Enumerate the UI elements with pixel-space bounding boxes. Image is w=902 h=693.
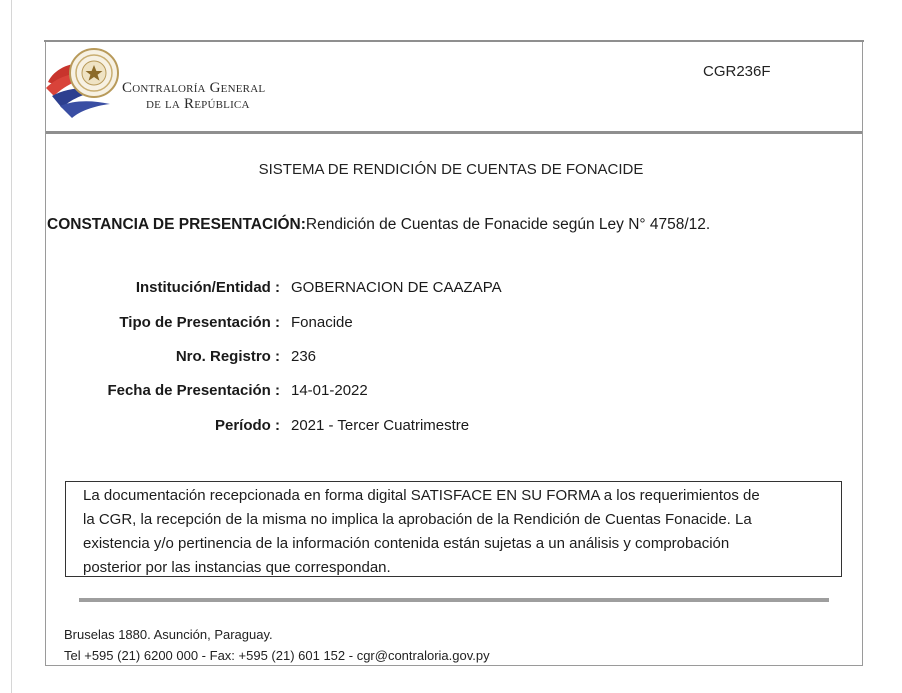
footer: [64, 624, 490, 666]
fecha-label: Fecha de Presentación :: [107, 382, 280, 399]
periodo-label: Período :: [214, 417, 280, 434]
tipo-value: Fonacide: [291, 314, 353, 331]
notice-line-2: la CGR, la recepción de la misma no implica la aprobación de la Rendición de Cuentas Fonacide. La: [83, 511, 752, 528]
constancia-text: Rendición de Cuentas de Fonacide según Ley N° 4758/12.: [305, 216, 711, 233]
notice-line-1: La documentación recepcionada en forma digital SATISFACE EN SU FORMA a los requerimientos de: [83, 487, 760, 504]
flag-blue-swoosh-2: [60, 101, 110, 118]
form-code: CGR236F: [703, 63, 771, 80]
logo-title-line2: de la República: [146, 96, 250, 112]
institucion-label: Institución/Entidad :: [135, 279, 280, 296]
header-divider: [46, 131, 862, 134]
periodo-value: 2021 - Tercer Cuatrimestre: [291, 417, 470, 434]
notice-line-3: existencia y/o pertinencia de la información contenida están sujetas a un análisis y comprobación: [83, 535, 730, 552]
footer-divider: [79, 598, 829, 602]
system-title: SISTEMA DE RENDICIÓN DE CUENTAS DE FONACIDE: [258, 161, 644, 178]
registro-value: 236: [291, 348, 317, 365]
frame-top-rule: [44, 40, 864, 42]
tipo-label: Tipo de Presentación :: [119, 314, 280, 331]
footer-address: Bruselas 1880. Asunción, Paraguay.: [64, 627, 273, 642]
page-edge-line: [11, 0, 12, 693]
footer-contact: Tel +595 (21) 6200 000 - Fax: +595 (21) 601 152 - cgr@contraloria.gov.py: [64, 648, 490, 663]
notice-line-4: posterior por las instancias que correspondan.: [83, 559, 391, 576]
institucion-value: GOBERNACION DE CAAZAPA: [291, 279, 502, 296]
notice-box: [65, 481, 842, 577]
logo-title-line1: Contraloría General: [122, 80, 266, 96]
constancia-line: [47, 216, 710, 234]
constancia-label: CONSTANCIA DE PRESENTACIÓN:: [47, 216, 306, 233]
registro-label: Nro. Registro :: [175, 348, 280, 365]
fecha-value: 14-01-2022: [291, 382, 368, 399]
